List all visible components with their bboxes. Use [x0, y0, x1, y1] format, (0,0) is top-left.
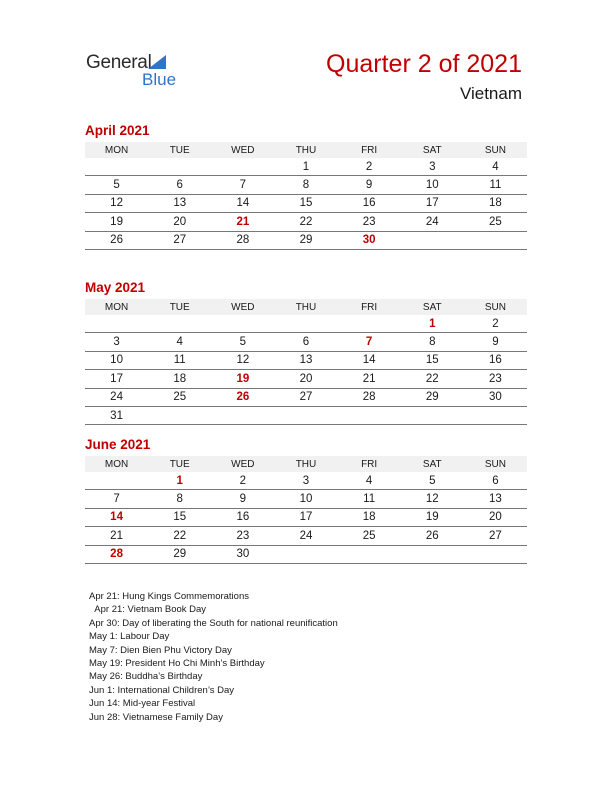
holiday-item: May 26: Buddha’s Birthday — [89, 671, 203, 683]
day-cell: 30 — [338, 231, 401, 249]
day-cell: 3 — [85, 333, 148, 351]
day-cell: 27 — [148, 231, 211, 249]
day-cell: 11 — [464, 176, 527, 194]
day-cell: 19 — [401, 508, 464, 526]
day-cell: 20 — [274, 370, 337, 388]
empty-day-cell — [148, 158, 211, 176]
day-cell: 9 — [338, 176, 401, 194]
week-row — [85, 213, 527, 231]
weekday-header: MON — [85, 456, 148, 472]
day-cell: 7 — [338, 333, 401, 351]
week-row — [85, 406, 527, 424]
month-may — [85, 279, 527, 425]
empty-day-cell — [274, 406, 337, 424]
day-cell: 25 — [464, 213, 527, 231]
empty-day-cell — [211, 315, 274, 333]
empty-day-cell — [464, 545, 527, 563]
day-cell: 1 — [274, 158, 337, 176]
day-cell: 17 — [85, 370, 148, 388]
empty-day-cell — [338, 315, 401, 333]
day-cell: 22 — [148, 527, 211, 545]
day-cell: 2 — [211, 472, 274, 490]
weekday-header: FRI — [338, 142, 401, 158]
month-april — [85, 122, 527, 250]
week-row — [85, 545, 527, 563]
page-title: Quarter 2 of 2021 — [326, 50, 522, 78]
calendar-table — [85, 142, 527, 250]
day-cell: 19 — [85, 213, 148, 231]
week-row — [85, 351, 527, 369]
day-cell: 14 — [338, 351, 401, 369]
empty-day-cell — [464, 231, 527, 249]
week-row — [85, 472, 527, 490]
weekday-header: MON — [85, 299, 148, 315]
weekday-header-row — [85, 299, 527, 315]
weekday-header: SAT — [401, 299, 464, 315]
holiday-item: Jun 14: Mid-year Festival — [89, 698, 196, 710]
day-cell: 8 — [148, 490, 211, 508]
generalblue-logo — [86, 52, 186, 90]
day-cell: 16 — [338, 194, 401, 212]
day-cell: 23 — [464, 370, 527, 388]
week-row — [85, 527, 527, 545]
day-cell: 21 — [211, 213, 274, 231]
holiday-list — [89, 590, 529, 724]
calendar-table — [85, 299, 527, 425]
day-cell: 29 — [274, 231, 337, 249]
empty-day-cell — [401, 406, 464, 424]
day-cell: 15 — [401, 351, 464, 369]
day-cell: 29 — [401, 388, 464, 406]
day-cell: 28 — [211, 231, 274, 249]
day-cell: 12 — [85, 194, 148, 212]
day-cell: 24 — [274, 527, 337, 545]
holiday-item: May 7: Dien Bien Phu Victory Day — [89, 644, 232, 656]
day-cell: 30 — [464, 388, 527, 406]
day-cell: 18 — [148, 370, 211, 388]
day-cell: 8 — [274, 176, 337, 194]
day-cell: 27 — [274, 388, 337, 406]
holiday-item: Jun 28: Vietnamese Family Day — [89, 711, 223, 723]
country-name: Vietnam — [459, 84, 522, 103]
weekday-header: SAT — [401, 456, 464, 472]
weekday-header: WED — [211, 456, 274, 472]
empty-day-cell — [274, 315, 337, 333]
day-cell: 22 — [274, 213, 337, 231]
month-title: June 2021 — [85, 437, 151, 452]
week-row — [85, 388, 527, 406]
day-cell: 16 — [211, 508, 274, 526]
day-cell: 6 — [148, 176, 211, 194]
day-cell: 26 — [401, 527, 464, 545]
day-cell: 10 — [85, 351, 148, 369]
weekday-header: SUN — [464, 299, 527, 315]
weekday-header: TUE — [148, 142, 211, 158]
day-cell: 10 — [401, 176, 464, 194]
calendar-table — [85, 456, 527, 564]
weekday-header: THU — [274, 456, 337, 472]
day-cell: 21 — [85, 527, 148, 545]
weekday-header: SUN — [464, 142, 527, 158]
holiday-item: Apr 30: Day of liberating the South for national reunification — [89, 617, 338, 629]
holiday-item: May 1: Labour Day — [89, 631, 170, 643]
day-cell: 15 — [274, 194, 337, 212]
day-cell: 27 — [464, 527, 527, 545]
day-cell: 7 — [211, 176, 274, 194]
weekday-header: MON — [85, 142, 148, 158]
holiday-item: Jun 1: International Children’s Day — [89, 684, 235, 696]
week-row — [85, 490, 527, 508]
week-row — [85, 176, 527, 194]
month-title: April 2021 — [85, 123, 150, 138]
weekday-header-row — [85, 456, 527, 472]
empty-day-cell — [85, 472, 148, 490]
day-cell: 20 — [148, 213, 211, 231]
day-cell: 19 — [211, 370, 274, 388]
holiday-item: Apr 21: Vietnam Book Day — [89, 604, 207, 616]
day-cell: 18 — [338, 508, 401, 526]
weekday-header-row — [85, 142, 527, 158]
day-cell: 6 — [274, 333, 337, 351]
day-cell: 28 — [338, 388, 401, 406]
day-cell: 6 — [464, 472, 527, 490]
day-cell: 11 — [148, 351, 211, 369]
day-cell: 17 — [274, 508, 337, 526]
empty-day-cell — [148, 406, 211, 424]
day-cell: 1 — [401, 315, 464, 333]
day-cell: 17 — [401, 194, 464, 212]
day-cell: 26 — [211, 388, 274, 406]
empty-day-cell — [274, 545, 337, 563]
weekday-header: FRI — [338, 456, 401, 472]
day-cell: 28 — [85, 545, 148, 563]
day-cell: 21 — [338, 370, 401, 388]
day-cell: 13 — [464, 490, 527, 508]
day-cell: 10 — [274, 490, 337, 508]
day-cell: 25 — [148, 388, 211, 406]
day-cell: 26 — [85, 231, 148, 249]
day-cell: 9 — [464, 333, 527, 351]
day-cell: 30 — [211, 545, 274, 563]
day-cell: 20 — [464, 508, 527, 526]
day-cell: 2 — [464, 315, 527, 333]
weekday-header: SUN — [464, 456, 527, 472]
day-cell: 9 — [211, 490, 274, 508]
day-cell: 13 — [274, 351, 337, 369]
day-cell: 25 — [338, 527, 401, 545]
week-row — [85, 315, 527, 333]
day-cell: 4 — [338, 472, 401, 490]
weekday-header: WED — [211, 142, 274, 158]
weekday-header: FRI — [338, 299, 401, 315]
empty-day-cell — [85, 158, 148, 176]
day-cell: 5 — [85, 176, 148, 194]
weekday-header: TUE — [148, 299, 211, 315]
week-row — [85, 194, 527, 212]
week-row — [85, 370, 527, 388]
day-cell: 23 — [338, 213, 401, 231]
weekday-header: SAT — [401, 142, 464, 158]
holiday-item: Apr 21: Hung Kings Commemorations — [89, 591, 249, 602]
month-june — [85, 436, 527, 564]
week-row — [85, 333, 527, 351]
day-cell: 3 — [401, 158, 464, 176]
week-row — [85, 231, 527, 249]
empty-day-cell — [211, 406, 274, 424]
day-cell: 12 — [401, 490, 464, 508]
day-cell: 3 — [274, 472, 337, 490]
day-cell: 24 — [401, 213, 464, 231]
empty-day-cell — [85, 315, 148, 333]
empty-day-cell — [464, 406, 527, 424]
day-cell: 4 — [148, 333, 211, 351]
day-cell: 11 — [338, 490, 401, 508]
day-cell: 15 — [148, 508, 211, 526]
day-cell: 5 — [211, 333, 274, 351]
logo-triangle-icon — [148, 55, 166, 69]
week-row — [85, 158, 527, 176]
day-cell: 29 — [148, 545, 211, 563]
empty-day-cell — [148, 315, 211, 333]
day-cell: 14 — [85, 508, 148, 526]
empty-day-cell — [401, 545, 464, 563]
empty-day-cell — [401, 231, 464, 249]
day-cell: 2 — [338, 158, 401, 176]
week-row — [85, 508, 527, 526]
empty-day-cell — [211, 158, 274, 176]
day-cell: 14 — [211, 194, 274, 212]
weekday-header: WED — [211, 299, 274, 315]
day-cell: 22 — [401, 370, 464, 388]
day-cell: 1 — [148, 472, 211, 490]
day-cell: 12 — [211, 351, 274, 369]
day-cell: 8 — [401, 333, 464, 351]
weekday-header: THU — [274, 142, 337, 158]
day-cell: 16 — [464, 351, 527, 369]
month-title: May 2021 — [85, 280, 146, 295]
weekday-header: THU — [274, 299, 337, 315]
day-cell: 13 — [148, 194, 211, 212]
day-cell: 18 — [464, 194, 527, 212]
day-cell: 23 — [211, 527, 274, 545]
weekday-header: TUE — [148, 456, 211, 472]
day-cell: 7 — [85, 490, 148, 508]
logo-blue-text: Blue — [142, 70, 177, 89]
day-cell: 4 — [464, 158, 527, 176]
day-cell: 5 — [401, 472, 464, 490]
day-cell: 31 — [85, 406, 148, 424]
day-cell: 24 — [85, 388, 148, 406]
logo-general-text: General — [86, 52, 152, 73]
empty-day-cell — [338, 545, 401, 563]
holiday-item: May 19: President Ho Chi Minh’s Birthday — [89, 658, 265, 670]
empty-day-cell — [338, 406, 401, 424]
